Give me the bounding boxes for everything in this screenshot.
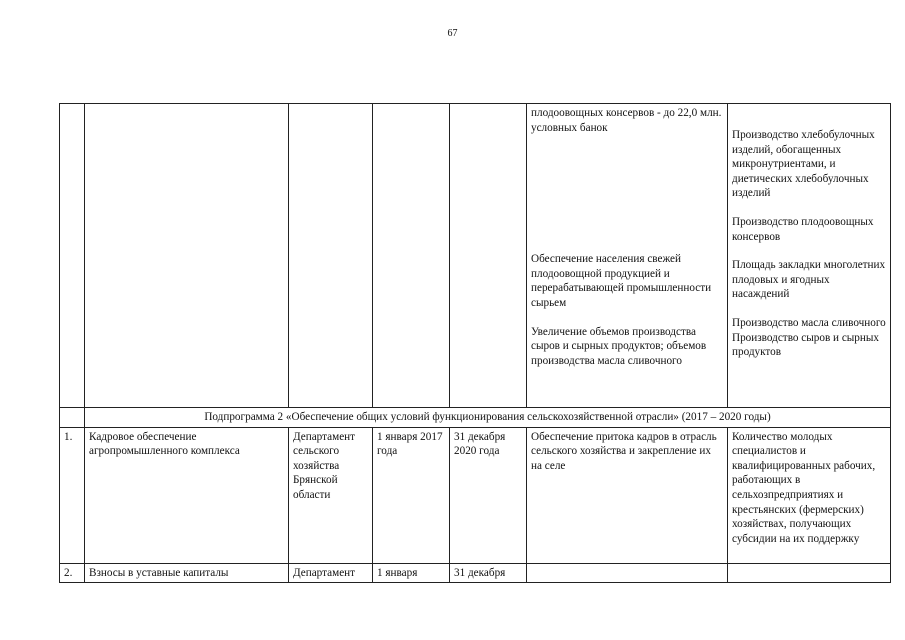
table-row-subprogram: [60, 408, 891, 428]
table-row: [60, 563, 891, 583]
page-number: 67: [447, 28, 458, 39]
cell-activity: Взносы в уставные капиталы: [85, 563, 289, 583]
result-text: плодоовощных консервов - до 22,0 млн. условных банок: [531, 107, 722, 134]
cell-end: [450, 104, 527, 408]
cell-start: 1 января: [373, 563, 450, 583]
cell-executor: Департамент сельского хозяйства Брянской области: [289, 427, 373, 563]
cell-indicators: [728, 104, 891, 408]
cell-result: Обеспечение притока кадров в отрасль сельского хозяйства и закрепление их на селе: [527, 427, 728, 563]
table-row: [60, 427, 891, 563]
cell-indicator: Количество молодых специалистов и квалифицированных рабочих, работающих в сельхозпредприятиях и крестьянских (фермерских) хозяйствах, получающих субсидии на их поддержку: [728, 427, 891, 563]
indicator-text: Производство плодоовощных консервов: [732, 215, 874, 243]
cell-executor: [289, 104, 373, 408]
cell-num: 2.: [60, 563, 85, 583]
cell-end: 31 декабря 2020 года: [450, 427, 527, 563]
cell-executor: Департамент: [289, 563, 373, 583]
cell-activity: Кадровое обеспечение агропромышленного комплекса: [85, 427, 289, 563]
indicator-text: Производство сыров и сырных продуктов: [732, 331, 879, 359]
table-row-continuation: [60, 104, 891, 408]
indicator-text: Площадь закладки многолетних плодовых и ягодных насаждений: [732, 259, 886, 301]
cell-start: 1 января 2017 года: [373, 427, 450, 563]
cell-num: [60, 104, 85, 408]
result-text: Увеличение объемов производства сыров и сырных продуктов; объемов производства масла сливочного: [531, 325, 707, 367]
cell-num: 1.: [60, 427, 85, 563]
cell-result: [527, 563, 728, 583]
result-text: Обеспечение населения свежей плодоовощной продукцией и перерабатывающей промышленности сырьем: [531, 253, 712, 309]
subprogram-title: Подпрограмма 2 «Обеспечение общих условий функционирования сельскохозяйственной отрасли» (2017 – 2020 годы): [85, 408, 891, 428]
cell-end: 31 декабря: [450, 563, 527, 583]
cell-activity: [85, 104, 289, 408]
cell-start: [373, 104, 450, 408]
indicator-text: Производство масла сливочного: [732, 316, 886, 329]
cell-results: [527, 104, 728, 408]
program-table: [59, 103, 891, 583]
indicator-text: Производство хлебобулочных изделий, обогащенных микронутриентами, и диетических хлебобулочных изделий: [732, 129, 875, 200]
cell-indicator: [728, 563, 891, 583]
cell-num: [60, 408, 85, 428]
